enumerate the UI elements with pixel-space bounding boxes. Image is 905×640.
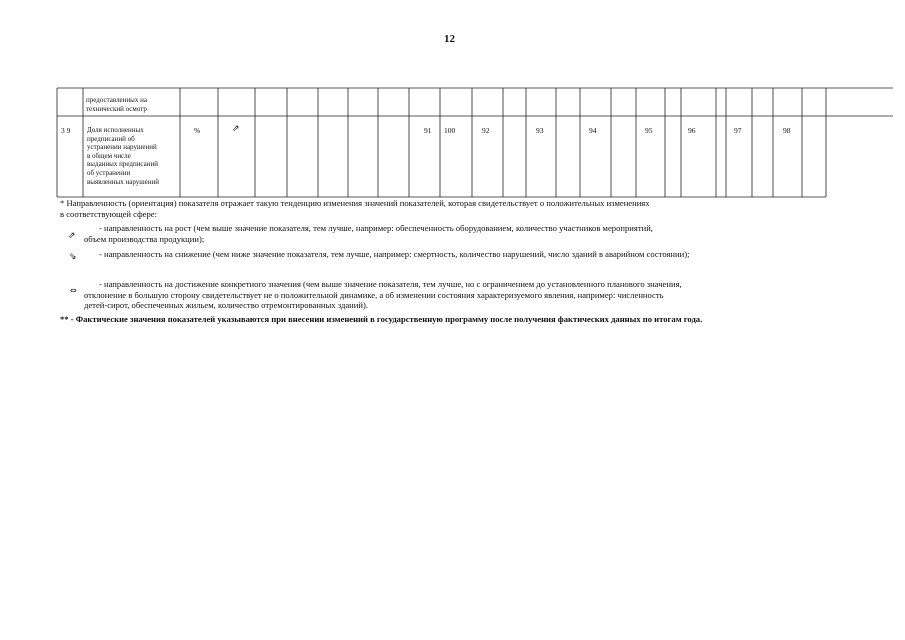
- star-note-line: в соответствующей сфере:: [60, 208, 157, 219]
- page-number: 12: [444, 33, 455, 45]
- down-direction-note: - направленность на снижение (чем ниже значение показателя, тем лучше, например: смертность, количество нарушений, число зданий в аварийном состоянии);: [99, 249, 690, 259]
- indicator-name: [87, 126, 159, 186]
- indicator-name-line: предписаний об: [87, 134, 135, 143]
- arrow-down-icon: ⇘: [69, 252, 77, 262]
- value-cell: 96: [688, 126, 696, 135]
- indicator-name-line: устранении нарушений: [87, 143, 157, 152]
- arrow-up-icon: ⇗: [68, 231, 76, 241]
- target-direction-line: отклонение в большую сторону свидетельствует не о положительной динамике, а об изменении состояния характеризуемого явления, например: численность: [84, 289, 664, 300]
- target-direction-line: - направленность на достижение конкретного значения (чем выше значение показателя, тем лучше, но с ограничением до установленного планового значения,: [99, 279, 682, 289]
- arrow-up-icon: ⇗: [232, 124, 240, 134]
- indicator-name-line: выявленных нарушений: [87, 177, 159, 186]
- value-cell: 94: [589, 126, 597, 135]
- indicator-name-line: в общем числе: [87, 151, 131, 160]
- target-direction-note: [84, 279, 682, 311]
- value-cell: 97: [734, 126, 742, 135]
- star-note-line: * Направленность (ориентация) показателя отражает такую тенденцию изменения значений показателей, которая свидетельствует о положительных изменениях: [60, 198, 650, 208]
- up-direction-note: [84, 223, 653, 244]
- indicator-name-line: Доля исполненных: [87, 126, 144, 134]
- prev-row-name-line: предоставленных на: [86, 96, 147, 104]
- up-direction-line: - направленность на рост (чем выше значение показателя, тем лучше, например: обеспеченность оборудованием, количество участников мероприятий,: [99, 223, 653, 233]
- prev-row-name: [86, 96, 147, 113]
- star-note: [60, 198, 650, 219]
- row-number: 3 9: [61, 126, 71, 135]
- value-cell: 93: [536, 126, 544, 135]
- equals-icon: ⇔: [70, 286, 77, 295]
- value-cell: 92: [482, 126, 490, 135]
- double-star-note: ** - Фактические значения показателей указываются при внесении изменений в государственную программу после получения фактических данных по итогам года.: [60, 314, 703, 324]
- value-cell: 95: [645, 126, 653, 135]
- indicator-name-line: об устранении: [87, 168, 131, 177]
- value-cell: 100: [444, 126, 456, 135]
- indicator-name-line: выданных предписаний: [87, 160, 158, 169]
- up-direction-line: объем производства продукции);: [84, 233, 205, 244]
- value-cell: 98: [783, 126, 791, 135]
- target-direction-line: детей-сирот, обеспеченных жильем, количество отремонтированных зданий).: [84, 300, 368, 310]
- value-cell: 91: [424, 126, 432, 135]
- prev-row-name-line: технический осмотр: [86, 104, 147, 113]
- unit-label: %: [194, 126, 201, 135]
